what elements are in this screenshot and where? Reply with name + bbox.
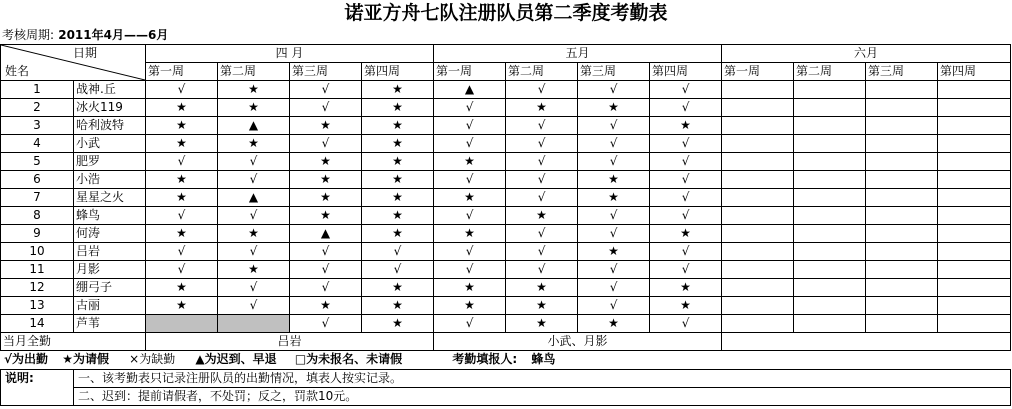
member-name: 芦苇	[74, 315, 146, 333]
attendance-mark-empty	[866, 117, 938, 135]
attendance-mark: ★	[434, 297, 506, 315]
attendance-mark: ★	[362, 81, 434, 99]
attendance-mark: ★	[506, 297, 578, 315]
review-period	[2, 26, 168, 44]
member-name: 蜂鸟	[74, 207, 146, 225]
attendance-mark: √	[434, 261, 506, 279]
row-number: 1	[1, 81, 74, 99]
week-header-cell: 第四周	[362, 63, 434, 81]
attendance-mark: ▲	[218, 117, 290, 135]
attendance-mark: ★	[578, 99, 650, 117]
attendance-mark-empty	[938, 297, 1011, 315]
attendance-mark: ★	[578, 315, 650, 333]
attendance-mark: ★	[146, 189, 218, 207]
attendance-mark: ▲	[218, 189, 290, 207]
attendance-mark-empty	[866, 243, 938, 261]
attendance-mark-empty	[794, 99, 866, 117]
attendance-mark: √	[362, 243, 434, 261]
attendance-mark-empty	[866, 189, 938, 207]
attendance-mark: ★	[650, 297, 722, 315]
month-june-header: 六月	[722, 45, 1011, 63]
attendance-mark: √	[650, 261, 722, 279]
attendance-mark-empty	[794, 189, 866, 207]
attendance-mark: √	[290, 279, 362, 297]
attendance-mark: √	[146, 261, 218, 279]
full-attendance-april: 吕岩	[146, 333, 434, 351]
member-row	[1, 279, 1011, 297]
attendance-mark: √	[506, 243, 578, 261]
attendance-mark: √	[434, 99, 506, 117]
member-name: 哈利波特	[74, 117, 146, 135]
attendance-mark-empty	[794, 261, 866, 279]
attendance-mark-empty	[938, 315, 1011, 333]
name-label: 姓名	[5, 64, 30, 78]
attendance-mark-empty	[794, 207, 866, 225]
week-header-cell: 第一周	[722, 63, 794, 81]
attendance-mark-empty	[794, 279, 866, 297]
member-row	[1, 225, 1011, 243]
row-number: 14	[1, 315, 74, 333]
legend-leave: ★为请假	[62, 352, 109, 366]
attendance-mark: ★	[218, 99, 290, 117]
attendance-mark: ★	[362, 315, 434, 333]
attendance-mark: √	[578, 117, 650, 135]
legend-row	[0, 351, 1010, 368]
attendance-mark: ★	[362, 189, 434, 207]
attendance-mark: ★	[146, 117, 218, 135]
row-number: 12	[1, 279, 74, 297]
attendance-mark: ▲	[434, 81, 506, 99]
attendance-mark-empty	[866, 225, 938, 243]
attendance-mark: √	[146, 153, 218, 171]
attendance-mark: √	[650, 315, 722, 333]
attendance-mark: ▲	[290, 225, 362, 243]
attendance-mark: √	[146, 243, 218, 261]
attendance-mark: ★	[146, 99, 218, 117]
attendance-mark-empty	[722, 279, 794, 297]
week-header-row	[1, 63, 1011, 81]
attendance-mark: ★	[506, 279, 578, 297]
attendance-mark-empty	[722, 135, 794, 153]
member-row	[1, 171, 1011, 189]
attendance-mark: ★	[362, 135, 434, 153]
attendance-mark-empty	[722, 189, 794, 207]
note-item: 一、该考勤表只记录注册队员的出勤情况，填表人按实记录。	[74, 370, 1011, 388]
attendance-mark: ★	[362, 279, 434, 297]
member-row	[1, 189, 1011, 207]
attendance-mark: √	[290, 135, 362, 153]
full-attendance-june	[722, 333, 1011, 351]
member-name: 星星之火	[74, 189, 146, 207]
attendance-mark-empty	[722, 153, 794, 171]
attendance-mark: √	[218, 297, 290, 315]
attendance-mark: √	[578, 81, 650, 99]
attendance-mark-empty	[794, 81, 866, 99]
attendance-mark: √	[650, 189, 722, 207]
attendance-mark: √	[506, 261, 578, 279]
attendance-mark: √	[218, 171, 290, 189]
attendance-mark-empty	[866, 171, 938, 189]
attendance-mark: √	[290, 243, 362, 261]
member-row	[1, 99, 1011, 117]
legend-unregistered: □为未报名、未请假	[294, 352, 403, 366]
attendance-mark: √	[290, 99, 362, 117]
attendance-mark: √	[218, 279, 290, 297]
attendance-mark-empty	[938, 189, 1011, 207]
attendance-mark: √	[362, 261, 434, 279]
attendance-mark: √	[578, 153, 650, 171]
attendance-mark-empty	[722, 261, 794, 279]
attendance-mark: √	[578, 207, 650, 225]
attendance-mark: √	[650, 81, 722, 99]
attendance-mark: ★	[578, 243, 650, 261]
attendance-mark-empty	[722, 297, 794, 315]
attendance-mark: √	[506, 135, 578, 153]
attendance-mark-empty	[866, 135, 938, 153]
attendance-mark-empty	[938, 81, 1011, 99]
attendance-mark: ★	[146, 225, 218, 243]
attendance-mark: ★	[362, 117, 434, 135]
attendance-mark-empty	[722, 243, 794, 261]
attendance-mark: √	[650, 171, 722, 189]
attendance-mark: ★	[146, 279, 218, 297]
row-number: 9	[1, 225, 74, 243]
attendance-mark-empty	[794, 171, 866, 189]
attendance-mark: ★	[146, 171, 218, 189]
attendance-mark: √	[218, 243, 290, 261]
attendance-mark: ★	[290, 189, 362, 207]
attendance-mark: ★	[578, 171, 650, 189]
attendance-mark-empty	[938, 225, 1011, 243]
attendance-mark: ★	[506, 99, 578, 117]
row-number: 5	[1, 153, 74, 171]
attendance-mark-empty	[938, 207, 1011, 225]
attendance-table	[0, 44, 1011, 351]
attendance-mark: ★	[146, 297, 218, 315]
member-name: 何涛	[74, 225, 146, 243]
attendance-mark-empty	[722, 315, 794, 333]
row-number: 11	[1, 261, 74, 279]
attendance-mark-empty	[938, 135, 1011, 153]
attendance-mark: √	[578, 297, 650, 315]
week-header-cell: 第四周	[938, 63, 1011, 81]
date-name-header-cell	[1, 45, 146, 81]
attendance-mark-empty	[722, 207, 794, 225]
sheet-title: 诺亚方舟七队注册队员第二季度考勤表	[344, 2, 668, 24]
attendance-mark: √	[146, 81, 218, 99]
attendance-mark-empty	[794, 135, 866, 153]
attendance-mark: ★	[578, 189, 650, 207]
attendance-mark-empty	[722, 225, 794, 243]
attendance-mark-empty	[938, 171, 1011, 189]
full-attendance-label: 当月全勤	[1, 333, 146, 351]
attendance-mark-empty	[938, 243, 1011, 261]
attendance-mark: √	[578, 261, 650, 279]
row-number: 4	[1, 135, 74, 153]
attendance-mark: ★	[434, 279, 506, 297]
member-row	[1, 243, 1011, 261]
attendance-mark: √	[290, 315, 362, 333]
attendance-mark-empty	[938, 153, 1011, 171]
attendance-mark: √	[506, 171, 578, 189]
attendance-mark: √	[290, 81, 362, 99]
attendance-mark: ★	[290, 207, 362, 225]
member-row	[1, 117, 1011, 135]
week-header-cell: 第二周	[794, 63, 866, 81]
attendance-mark-empty	[794, 225, 866, 243]
member-row	[1, 261, 1011, 279]
attendance-mark: ★	[146, 135, 218, 153]
attendance-mark-empty	[866, 207, 938, 225]
attendance-mark: √	[650, 99, 722, 117]
member-name: 冰火119	[74, 99, 146, 117]
attendance-mark: √	[578, 279, 650, 297]
reporter-name: 蜂鸟	[531, 352, 556, 366]
attendance-mark: ★	[362, 99, 434, 117]
attendance-mark: √	[434, 315, 506, 333]
attendance-mark: √	[434, 243, 506, 261]
week-header-cell: 第一周	[146, 63, 218, 81]
attendance-mark: ★	[650, 225, 722, 243]
attendance-mark-empty	[866, 81, 938, 99]
week-header-cell: 第二周	[506, 63, 578, 81]
week-header-cell: 第三周	[290, 63, 362, 81]
attendance-mark: ★	[506, 315, 578, 333]
attendance-mark: √	[506, 225, 578, 243]
notes-table	[0, 369, 1011, 406]
attendance-mark-empty	[722, 81, 794, 99]
attendance-mark: √	[650, 135, 722, 153]
member-name: 小武	[74, 135, 146, 153]
member-name: 月影	[74, 261, 146, 279]
attendance-mark: ★	[362, 225, 434, 243]
member-row	[1, 315, 1011, 333]
member-name: 绷弓子	[74, 279, 146, 297]
member-row	[1, 297, 1011, 315]
attendance-mark: √	[434, 207, 506, 225]
attendance-mark: ★	[434, 189, 506, 207]
attendance-mark: ★	[506, 207, 578, 225]
period-label: 考核周期:	[2, 28, 55, 42]
attendance-mark-empty	[866, 315, 938, 333]
legend-present: √为出勤	[4, 352, 49, 366]
legend-absent: ×为缺勤	[129, 352, 176, 366]
attendance-mark: √	[434, 171, 506, 189]
period-value: 2011年4月——6月	[58, 28, 169, 42]
attendance-mark: ★	[290, 153, 362, 171]
week-header-cell: 第三周	[578, 63, 650, 81]
week-header-cell: 第三周	[866, 63, 938, 81]
row-number: 8	[1, 207, 74, 225]
attendance-mark	[218, 315, 290, 333]
date-label: 日期	[73, 46, 98, 60]
attendance-mark: √	[650, 243, 722, 261]
month-april-header: 四 月	[146, 45, 434, 63]
row-number: 10	[1, 243, 74, 261]
full-attendance-may: 小武、月影	[434, 333, 722, 351]
attendance-mark-empty	[866, 261, 938, 279]
note-item: 二、迟到：提前请假者，不处罚；反之，罚款10元。	[74, 388, 1011, 406]
attendance-mark: ★	[218, 135, 290, 153]
legend-late: ▲为迟到、早退	[195, 352, 277, 366]
member-name: 吕岩	[74, 243, 146, 261]
attendance-mark: √	[506, 81, 578, 99]
attendance-mark: ★	[362, 171, 434, 189]
attendance-mark: √	[146, 207, 218, 225]
attendance-mark: ★	[218, 225, 290, 243]
attendance-mark-empty	[938, 279, 1011, 297]
attendance-mark	[146, 315, 218, 333]
attendance-mark: ★	[290, 297, 362, 315]
attendance-mark: √	[218, 207, 290, 225]
notes-label: 说明:	[1, 370, 74, 406]
attendance-mark: √	[434, 135, 506, 153]
attendance-mark: ★	[434, 225, 506, 243]
attendance-mark: √	[506, 153, 578, 171]
attendance-mark-empty	[866, 297, 938, 315]
full-attendance-row	[1, 333, 1011, 351]
row-number: 2	[1, 99, 74, 117]
reporter-label: 考勤填报人:	[452, 352, 518, 366]
member-name: 肥罗	[74, 153, 146, 171]
attendance-mark: √	[290, 261, 362, 279]
week-header-cell: 第一周	[434, 63, 506, 81]
attendance-mark: √	[506, 189, 578, 207]
member-row	[1, 135, 1011, 153]
member-row	[1, 153, 1011, 171]
month-may-header: 五月	[434, 45, 722, 63]
row-number: 7	[1, 189, 74, 207]
attendance-mark: √	[434, 117, 506, 135]
attendance-mark: √	[578, 135, 650, 153]
attendance-mark: ★	[362, 153, 434, 171]
row-number: 3	[1, 117, 74, 135]
attendance-mark: √	[650, 153, 722, 171]
member-name: 古丽	[74, 297, 146, 315]
attendance-mark: ★	[218, 81, 290, 99]
row-number: 6	[1, 171, 74, 189]
attendance-mark: √	[506, 117, 578, 135]
attendance-mark: ★	[218, 261, 290, 279]
member-name: 小浩	[74, 171, 146, 189]
attendance-mark: ★	[650, 117, 722, 135]
row-number: 13	[1, 297, 74, 315]
attendance-mark-empty	[938, 117, 1011, 135]
attendance-mark-empty	[938, 99, 1011, 117]
attendance-mark-empty	[794, 117, 866, 135]
attendance-mark: ★	[362, 207, 434, 225]
attendance-mark: ★	[650, 279, 722, 297]
attendance-mark-empty	[938, 261, 1011, 279]
attendance-mark: ★	[290, 117, 362, 135]
attendance-mark-empty	[722, 171, 794, 189]
week-header-cell: 第二周	[218, 63, 290, 81]
attendance-mark: ★	[434, 153, 506, 171]
attendance-mark: √	[650, 207, 722, 225]
attendance-mark-empty	[794, 315, 866, 333]
attendance-mark-empty	[794, 153, 866, 171]
member-name: 战神.丘	[74, 81, 146, 99]
member-row	[1, 81, 1011, 99]
attendance-mark-empty	[794, 243, 866, 261]
week-header-cell: 第四周	[650, 63, 722, 81]
attendance-mark-empty	[722, 99, 794, 117]
attendance-mark: √	[578, 225, 650, 243]
member-row	[1, 207, 1011, 225]
attendance-mark: ★	[362, 297, 434, 315]
attendance-mark: ★	[290, 171, 362, 189]
attendance-mark-empty	[866, 279, 938, 297]
attendance-mark: √	[218, 153, 290, 171]
attendance-mark-empty	[866, 99, 938, 117]
attendance-mark-empty	[794, 297, 866, 315]
attendance-mark-empty	[722, 117, 794, 135]
attendance-mark-empty	[866, 153, 938, 171]
